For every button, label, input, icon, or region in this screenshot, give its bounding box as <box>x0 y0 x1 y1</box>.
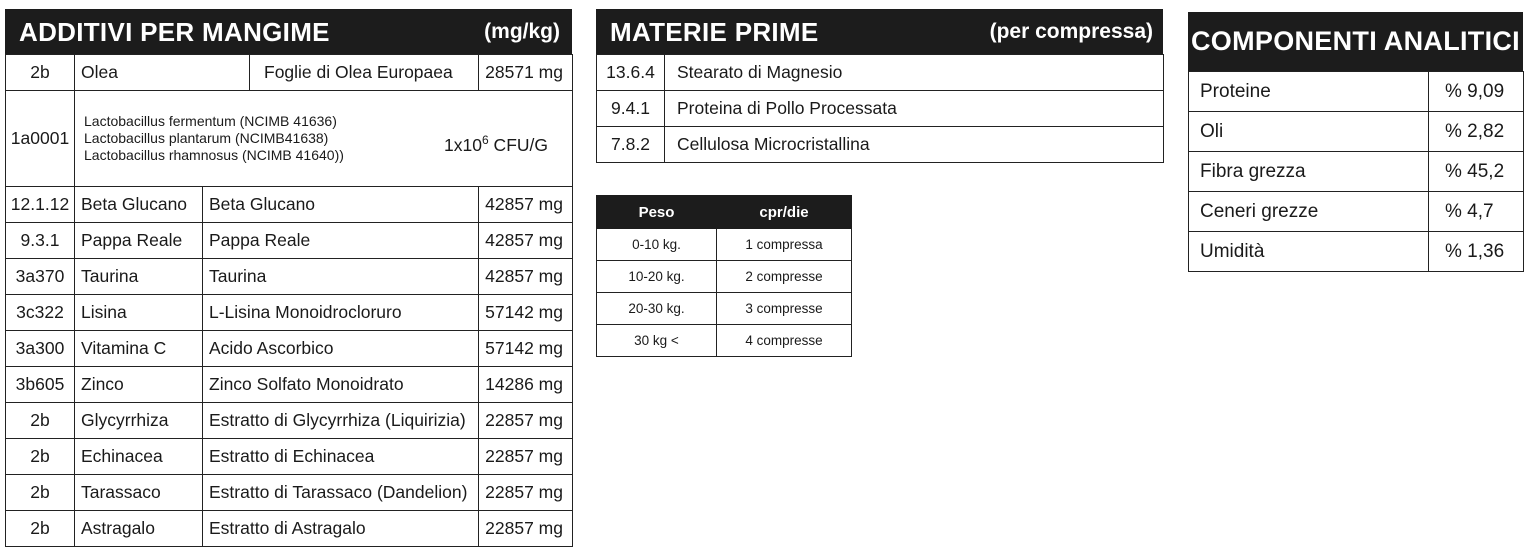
table-row <box>597 293 852 325</box>
table-row <box>6 510 573 546</box>
lactobacillus-line: Lactobacillus fermentum (NCIMB 41636) <box>84 112 337 129</box>
additive-amount: 14286 mg <box>479 366 573 402</box>
additive-amount: 42857 mg <box>479 186 573 222</box>
additive-name: Lisina <box>75 294 203 330</box>
componenti-table <box>1188 71 1524 272</box>
additive-description: Estratto di Tarassaco (Dandelion) <box>203 474 479 510</box>
materia-name: Proteina di Pollo Processata <box>665 91 1164 127</box>
table-row <box>6 222 573 258</box>
additive-code: 9.3.1 <box>6 222 75 258</box>
lactobacillus-line: Lactobacillus plantarum (NCIMB41638) <box>84 129 329 146</box>
additivi-unit: (mg/kg) <box>484 20 560 43</box>
dosage-header-row <box>597 196 852 229</box>
additive-name: Tarassaco <box>75 474 203 510</box>
additive-description: Beta Glucano <box>203 186 479 222</box>
table-row <box>1189 192 1524 232</box>
table-row <box>597 229 852 261</box>
additive-description: Estratto di Glycyrrhiza (Liquirizia) <box>203 402 479 438</box>
additive-name: Taurina <box>75 258 203 294</box>
additive-amount: 22857 mg <box>479 510 573 546</box>
lactobacillus-cell <box>75 90 573 186</box>
componente-value: % 45,2 <box>1429 152 1524 192</box>
table-row <box>6 294 573 330</box>
table-row <box>6 474 573 510</box>
additive-description: Zinco Solfato Monoidrato <box>203 366 479 402</box>
materie-header <box>596 9 1163 54</box>
table-row <box>597 55 1164 91</box>
table-row <box>6 186 573 222</box>
dosage-peso: 30 kg < <box>597 325 717 357</box>
componente-name: Proteine <box>1189 72 1429 112</box>
dosage-peso: 0-10 kg. <box>597 229 717 261</box>
table-row <box>6 55 573 91</box>
dosage-header-peso: Peso <box>597 196 717 229</box>
table-row <box>6 438 573 474</box>
cfu-exponent: 6 <box>482 132 489 147</box>
additive-name: Astragalo <box>75 510 203 546</box>
additive-amount: 42857 mg <box>479 258 573 294</box>
componente-value: % 9,09 <box>1429 72 1524 112</box>
additive-description: Estratto di Astragalo <box>203 510 479 546</box>
additive-description: Acido Ascorbico <box>203 330 479 366</box>
componente-name: Umidità <box>1189 232 1429 272</box>
materia-name: Stearato di Magnesio <box>665 55 1164 91</box>
additivi-header <box>5 9 572 54</box>
additive-name: Echinacea <box>75 438 203 474</box>
componente-name: Ceneri grezze <box>1189 192 1429 232</box>
dosage-peso: 20-30 kg. <box>597 293 717 325</box>
componente-value: % 2,82 <box>1429 112 1524 152</box>
dosage-cpr: 1 compressa <box>717 229 852 261</box>
additive-amount: 57142 mg <box>479 294 573 330</box>
additive-code: 2b <box>6 474 75 510</box>
additive-code: 3b605 <box>6 366 75 402</box>
materie-table <box>596 54 1164 163</box>
additive-description: Pappa Reale <box>203 222 479 258</box>
lactobacillus-line: Lactobacillus rhamnosus (NCIMB 41640)) <box>84 146 344 163</box>
additivi-title: ADDITIVI PER MANGIME <box>19 17 330 47</box>
additive-name: Olea <box>75 55 250 91</box>
additive-code: 3c322 <box>6 294 75 330</box>
dosage-header-cpr: cpr/die <box>717 196 852 229</box>
additive-code: 12.1.12 <box>6 186 75 222</box>
additive-amount: 28571 mg <box>479 55 573 91</box>
table-row <box>6 330 573 366</box>
additive-amount: 22857 mg <box>479 438 573 474</box>
additive-amount: 42857 mg <box>479 222 573 258</box>
table-row <box>1189 152 1524 192</box>
componente-value: % 1,36 <box>1429 232 1524 272</box>
additive-amount: 57142 mg <box>479 330 573 366</box>
table-row <box>6 258 573 294</box>
lactobacillus-list <box>84 113 344 164</box>
additive-description: Foglie di Olea Europaea <box>250 55 479 91</box>
componente-name: Fibra grezza <box>1189 152 1429 192</box>
table-row <box>597 91 1164 127</box>
additive-amount: 22857 mg <box>479 402 573 438</box>
additivi-table <box>5 54 573 547</box>
table-row <box>597 325 852 357</box>
componenti-header <box>1188 12 1523 71</box>
cfu-base: 1x10 <box>444 134 482 155</box>
dosage-table <box>596 195 852 357</box>
additive-name: Zinco <box>75 366 203 402</box>
cfu-amount <box>444 133 548 156</box>
materia-code: 13.6.4 <box>597 55 665 91</box>
additive-name: Pappa Reale <box>75 222 203 258</box>
dosage-cpr: 4 compresse <box>717 325 852 357</box>
materia-name: Cellulosa Microcristallina <box>665 127 1164 163</box>
dosage-cpr: 2 compresse <box>717 261 852 293</box>
table-row <box>1189 232 1524 272</box>
additive-description: Taurina <box>203 258 479 294</box>
additive-amount: 22857 mg <box>479 474 573 510</box>
table-row <box>597 127 1164 163</box>
table-row <box>1189 112 1524 152</box>
additive-code: 3a300 <box>6 330 75 366</box>
additive-code: 2b <box>6 510 75 546</box>
additive-code: 2b <box>6 438 75 474</box>
additive-description: Estratto di Echinacea <box>203 438 479 474</box>
table-row <box>6 402 573 438</box>
cfu-unit: CFU/G <box>488 134 548 155</box>
additive-name: Glycyrrhiza <box>75 402 203 438</box>
additive-code: 1a0001 <box>6 90 75 186</box>
additive-code: 2b <box>6 402 75 438</box>
additive-name: Vitamina C <box>75 330 203 366</box>
additive-description: L-Lisina Monoidrocloruro <box>203 294 479 330</box>
additive-code: 2b <box>6 55 75 91</box>
materia-code: 7.8.2 <box>597 127 665 163</box>
componente-value: % 4,7 <box>1429 192 1524 232</box>
componente-name: Oli <box>1189 112 1429 152</box>
table-row <box>6 90 573 186</box>
materie-unit: (per compressa) <box>989 20 1153 43</box>
table-row <box>6 366 573 402</box>
dosage-peso: 10-20 kg. <box>597 261 717 293</box>
materie-title: MATERIE PRIME <box>610 17 819 47</box>
table-row <box>597 261 852 293</box>
materia-code: 9.4.1 <box>597 91 665 127</box>
additive-name: Beta Glucano <box>75 186 203 222</box>
dosage-cpr: 3 compresse <box>717 293 852 325</box>
table-row <box>1189 72 1524 112</box>
componenti-title: COMPONENTI ANALITICI <box>1191 26 1520 56</box>
additive-code: 3a370 <box>6 258 75 294</box>
